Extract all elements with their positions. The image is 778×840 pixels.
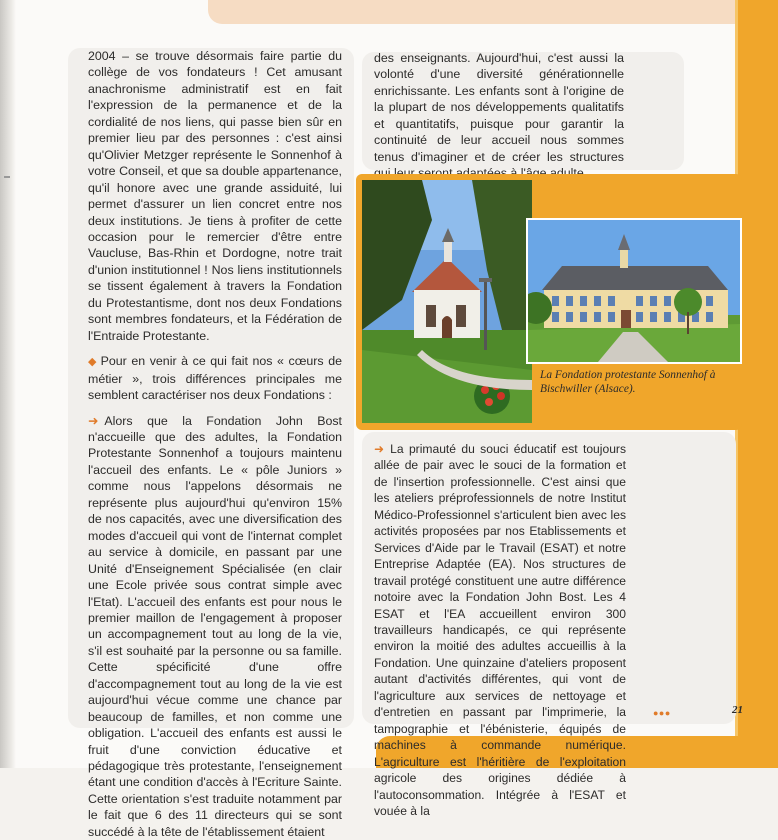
- page-number: 21: [732, 704, 743, 716]
- orange-arrow-bullet-icon: ➜: [374, 442, 385, 456]
- left-column: [88, 48, 342, 840]
- top-decorative-band: [208, 0, 738, 24]
- right-column-bottom: [374, 441, 626, 819]
- paragraph: ◆ Pour en venir à ce qui fait nos « cœurs de métier », trois différences principales me semblent caractériser nos deux Fondations :: [88, 354, 342, 403]
- church-photo: [362, 180, 532, 423]
- paragraph: ➜ La primauté du souci éducatif est toujours allée de pair avec le souci de la formation et de l'insertion professionnelle. C'est ainsi que les ateliers préprofessionnels de notre Institut Médico-Professionnel s'articulent bien avec les activités proposées par nos Etablissements et Services d'Aide par le Travail (ESAT) et notre Entreprise Adaptée (EA). Nos structures de travail protégé constituent une autre différence notoire avec la Fondation John Bost. Les 4 ESAT et l'EA accueillent environ 300 travailleurs handicapés, ce qui représente environ la moitié des adultes accueillis à la Fondation. Une quinzaine d'ateliers proposent autant d'activités différentes, qui vont de l'agriculture aux services de nettoyage et d'entretien en passant par l'imprimerie, la tampographie et l'ébénisterie, équipés de machines à commande numérique. L'agriculture est l'héritière de l'exploitation agricole des origines dédiée à l'autoconsommation. Intégrée à l'ESAT et vouée à la: [374, 442, 626, 818]
- orange-dots-icon: ● ● ●: [653, 708, 670, 718]
- church-illustration: [362, 180, 532, 423]
- right-orange-stripe: [738, 0, 778, 768]
- building-illustration: [528, 220, 740, 362]
- orange-diamond-bullet-icon: ◆: [88, 356, 98, 369]
- margin-mark: [4, 176, 10, 178]
- book-spine-shadow: [0, 0, 16, 768]
- sonnenhof-building-photo: [526, 218, 742, 364]
- paragraph: des enseignants. Aujourd'hui, c'est aussi la volonté d'une diversité générationnelle enrichissante. Les enfants sont à l'origine de la plupart de nos développements qualitatifs et quantitatifs, puisque pour garantir la continuité de leur accueil nous sommes tenus d'imaginer et de créer les structures: [374, 51, 624, 164]
- paragraph: ➜ Alors que la Fondation John Bost n'accueille que des adultes, la Fondation Protestante Sonnenhof a toujours maintenu l'accueil des enfants. Le « pôle Juniors » comme nous l'appelons désormais ne représente plus aujourd'hui qu'environ 15% de nos capacités, avec une diversification des modes d'accueil qui vont de l'internat complet au service à domicile, en passant par une Unité d'Enseignement Spécialisée (en clair une Ecole privée sous contrat simple avec l'Etat). L'accueil des enfants est pour nous le premier maillon de l'engagement à proposer un accompagnement tout au long de la vie, s'il est souhaité par la personne ou sa famille. Cette spécificité d'une offre d'accompagnement tout au long de la vie est aujourd'hui vécue comme une chance par beaucoup de familles, et non comme une obligation. L'accueil des enfants est aussi le fruit d'une conviction éducative et pédagogique très protestante, l'enseignement étant une condition d'accès à l'Ecriture Sainte. Cette orientation s'est traduite notamment par le fait que 6 des 11 directeurs qui se sont succédé à la tête de l'établissement étaient: [88, 413, 342, 839]
- orange-arrow-bullet-icon: ➜: [88, 413, 99, 428]
- photo-caption: La Fondation protestante Sonnenhof à Bischwiller (Alsace).: [540, 369, 716, 395]
- paragraph: 2004 – se trouve désormais faire partie du collège de vos fondateurs ! Cet amusant anachronisme administratif est en fait l'expression de la permanence et de la cordialité de nos liens, qui passe bien sûr en premier lieu par des personnes : c'est ainsi qu'Olivier Metzger représente le Sonnenhof à votre Conseil, et que sa double appartenance, qu'il honore avec une grande assiduité, lui permet d'assurer un lien concret entre nos deux institutions. Je tiens à profiter de cette occasion pour le remercier d'être entre Vaucluse, Bas-Rhin et Dordogne, notre trait d'union institutionnel ! Nos liens institutionnels se tissent également à travers la Fondation du Protestantisme, dont nos deux Fondations sont membres fondateurs, et la Fédération de l'Entraide Protestante.: [88, 49, 342, 343]
- right-column-top: [374, 50, 624, 182]
